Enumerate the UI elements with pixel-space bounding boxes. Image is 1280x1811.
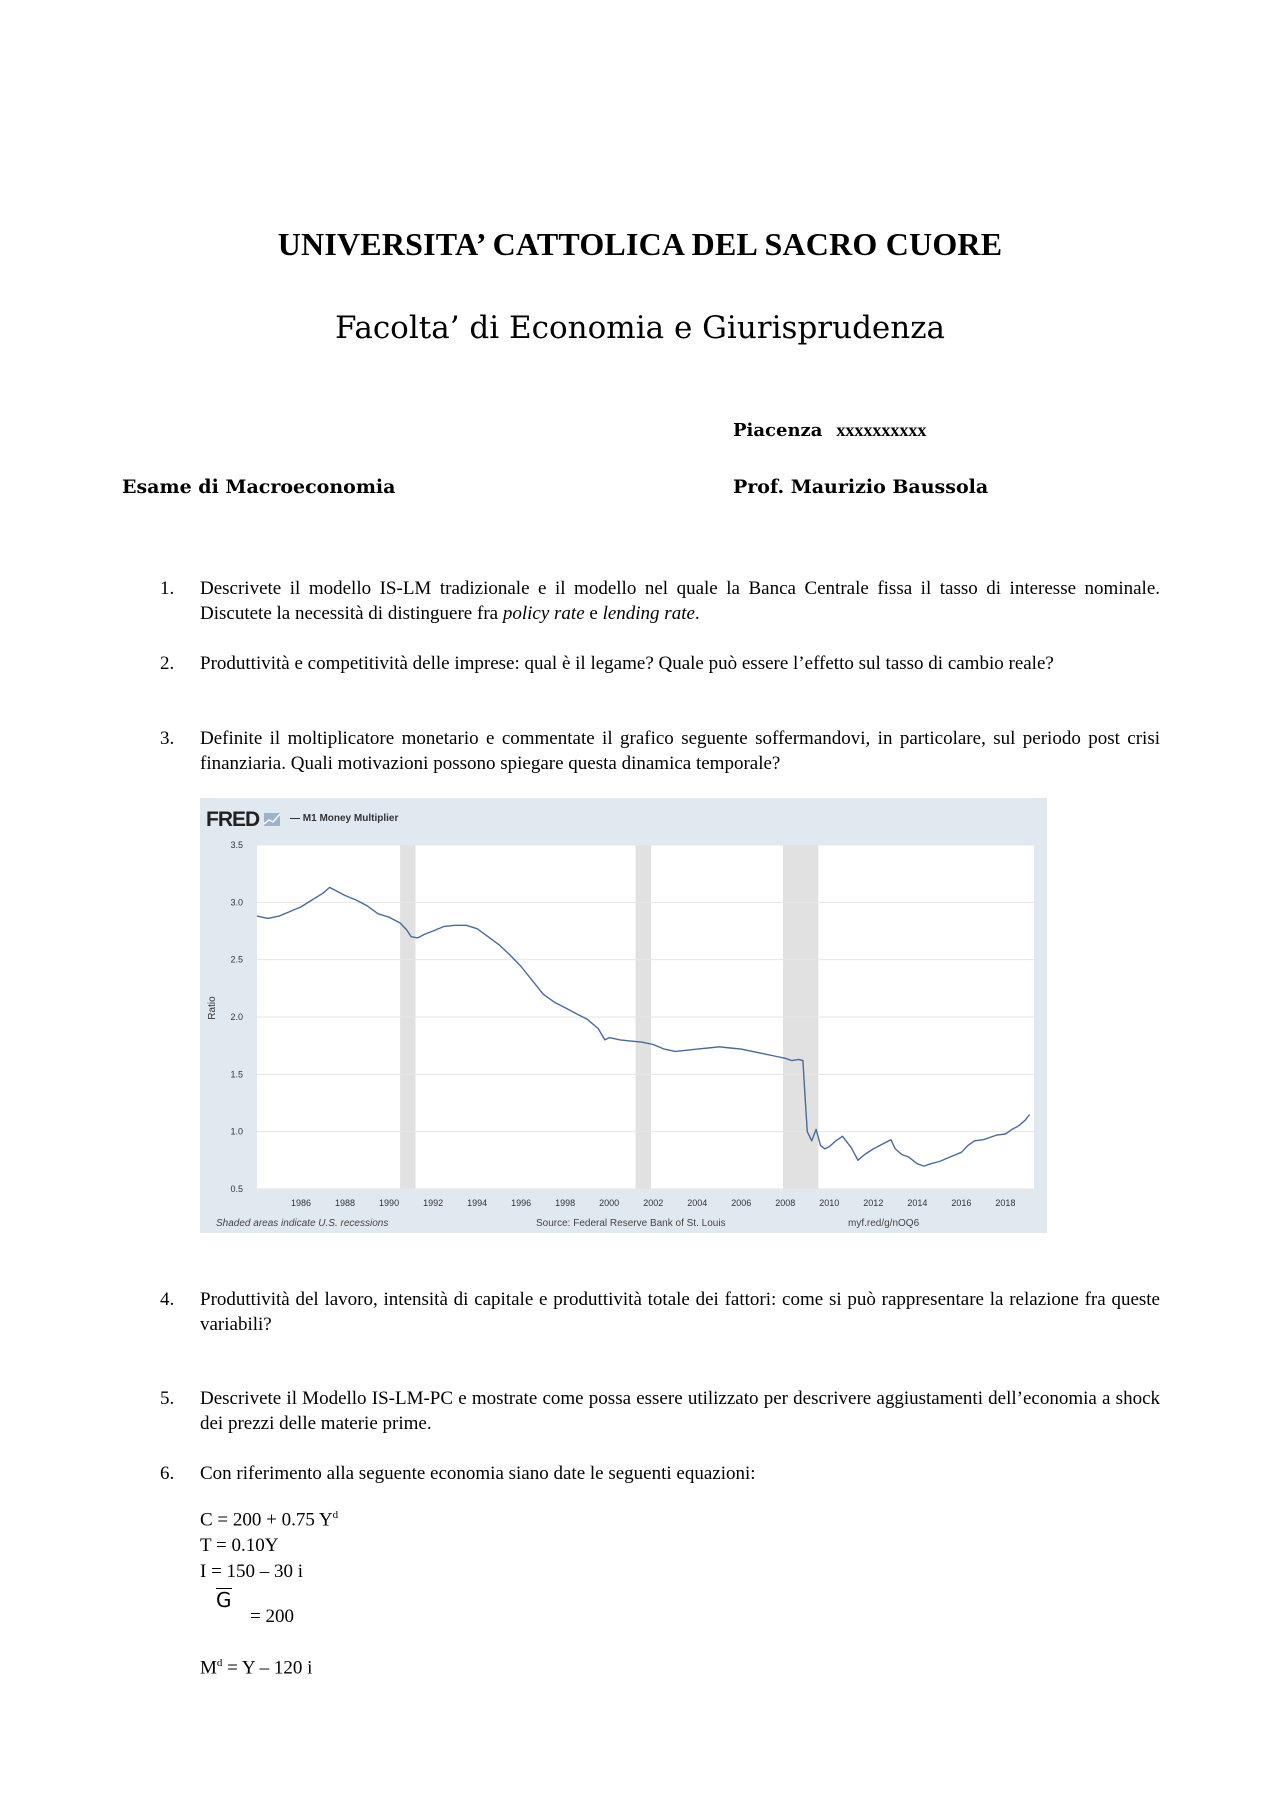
- equation-government: = 200: [250, 1606, 294, 1627]
- x-tick-label: 2008: [775, 1198, 796, 1208]
- y-tick-label: 3.0: [230, 897, 243, 908]
- chart-footer-link[interactable]: myf.red/g/nOQ6: [848, 1218, 920, 1229]
- y-axis-label: Ratio: [207, 996, 218, 1020]
- question-6: [160, 1461, 1160, 1486]
- question-text: Definite il moltiplicatore monetario e commentate il grafico seguente soffermandovi, in particolare, sul periodo post crisi finanziaria. Quali motivazioni possono spiegare questa dinamica temporale?: [200, 728, 1160, 774]
- question-number: 4.: [160, 1289, 175, 1310]
- x-tick-label: 2014: [907, 1198, 928, 1208]
- question-4: [160, 1287, 1160, 1337]
- x-tick-label: 2004: [687, 1198, 708, 1208]
- x-tick-label: 2012: [863, 1198, 884, 1208]
- question-5: [160, 1386, 1160, 1436]
- x-tick-label: 1988: [335, 1198, 356, 1208]
- equation-investment: I = 150 – 30 i: [200, 1561, 304, 1582]
- x-tick-label: 1992: [423, 1198, 444, 1208]
- x-tick-label: 1996: [511, 1198, 532, 1208]
- place-date: [733, 420, 926, 441]
- chart-footer-recessions: Shaded areas indicate U.S. recessions: [216, 1218, 389, 1229]
- equation-consumption: C = 200 + 0.75 $Y^d$: [200, 1509, 339, 1531]
- date-placeholder: xxxxxxxxxx: [836, 420, 927, 440]
- question-2: [160, 651, 1160, 676]
- fred-logo: FRED: [206, 808, 260, 831]
- x-tick-label: 2000: [599, 1198, 620, 1208]
- faculty-subtitle: Facolta’ di Economia e Giurisprudenza: [334, 310, 946, 346]
- question-text: Produttività e competitività delle imprese: qual è il legame? Quale può essere l’effetto sul tasso di cambio reale?: [200, 653, 1054, 674]
- place: Piacenza: [733, 420, 823, 441]
- y-tick-label: 1.0: [230, 1126, 243, 1137]
- equation-money-demand: $M^d = Y - 120$ i: [200, 1657, 313, 1679]
- x-tick-label: 1994: [467, 1198, 488, 1208]
- chart-logo-icon: [264, 813, 280, 826]
- question-number: 3.: [160, 728, 175, 749]
- x-tick-label: 2002: [643, 1198, 664, 1208]
- x-tick-label: 1986: [291, 1198, 312, 1208]
- y-tick-label: 1.5: [230, 1069, 243, 1080]
- x-tick-label: 2016: [951, 1198, 972, 1208]
- question-3: [160, 726, 1160, 776]
- y-tick-label: 2.5: [230, 954, 243, 965]
- x-tick-label: 2018: [995, 1198, 1016, 1208]
- x-tick-label: 1998: [555, 1198, 576, 1208]
- question-text: Produttività del lavoro, intensità di capitale e produttività totale dei fattori: come si può rappresentare la relazione fra queste variabili?: [200, 1289, 1160, 1335]
- question-number: 2.: [160, 653, 175, 674]
- chart-svg: [200, 798, 1047, 1233]
- y-tick-label: 2.0: [230, 1012, 243, 1022]
- x-tick-label: 2006: [731, 1198, 752, 1208]
- university-title: UNIVERSITA’ CATTOLICA DEL SACRO CUORE: [277, 226, 1003, 262]
- chart-legend: — M1 Money Multiplier: [290, 813, 399, 824]
- professor-name: Prof. Maurizio Baussola: [733, 476, 989, 498]
- y-tick-label: 0.5: [230, 1184, 243, 1194]
- question-number: 6.: [160, 1463, 175, 1484]
- y-tick-label: 3.5: [230, 840, 243, 850]
- question-text: Descrivete il Modello IS-LM-PC e mostrate come possa essere utilizzato per descrivere aggiustamenti dell’economia a shock dei prezzi delle materie prime.: [200, 1388, 1160, 1434]
- question-text: Descrivete il modello IS-LM tradizionale e il modello nel quale la Banca Centrale fissa il tasso di interesse nominale. Discutete la necessità di distinguere fra policy rate e lending rate.: [200, 578, 1160, 624]
- chart-footer-source: Source: Federal Reserve Bank of St. Louis: [536, 1218, 726, 1229]
- x-tick-label: 2010: [819, 1198, 840, 1208]
- question-1: [160, 576, 1160, 626]
- x-tick-label: 1990: [379, 1198, 400, 1208]
- equation-taxes: T = 0.10Y: [200, 1535, 279, 1556]
- exam-title: Esame di Macroeconomia: [122, 476, 396, 498]
- government-spending-symbol: G: [216, 1588, 232, 1612]
- question-number: 1.: [160, 578, 175, 599]
- question-text: Con riferimento alla seguente economia siano date le seguenti equazioni:: [200, 1463, 756, 1484]
- fred-chart: [200, 798, 1047, 1233]
- question-number: 5.: [160, 1388, 175, 1409]
